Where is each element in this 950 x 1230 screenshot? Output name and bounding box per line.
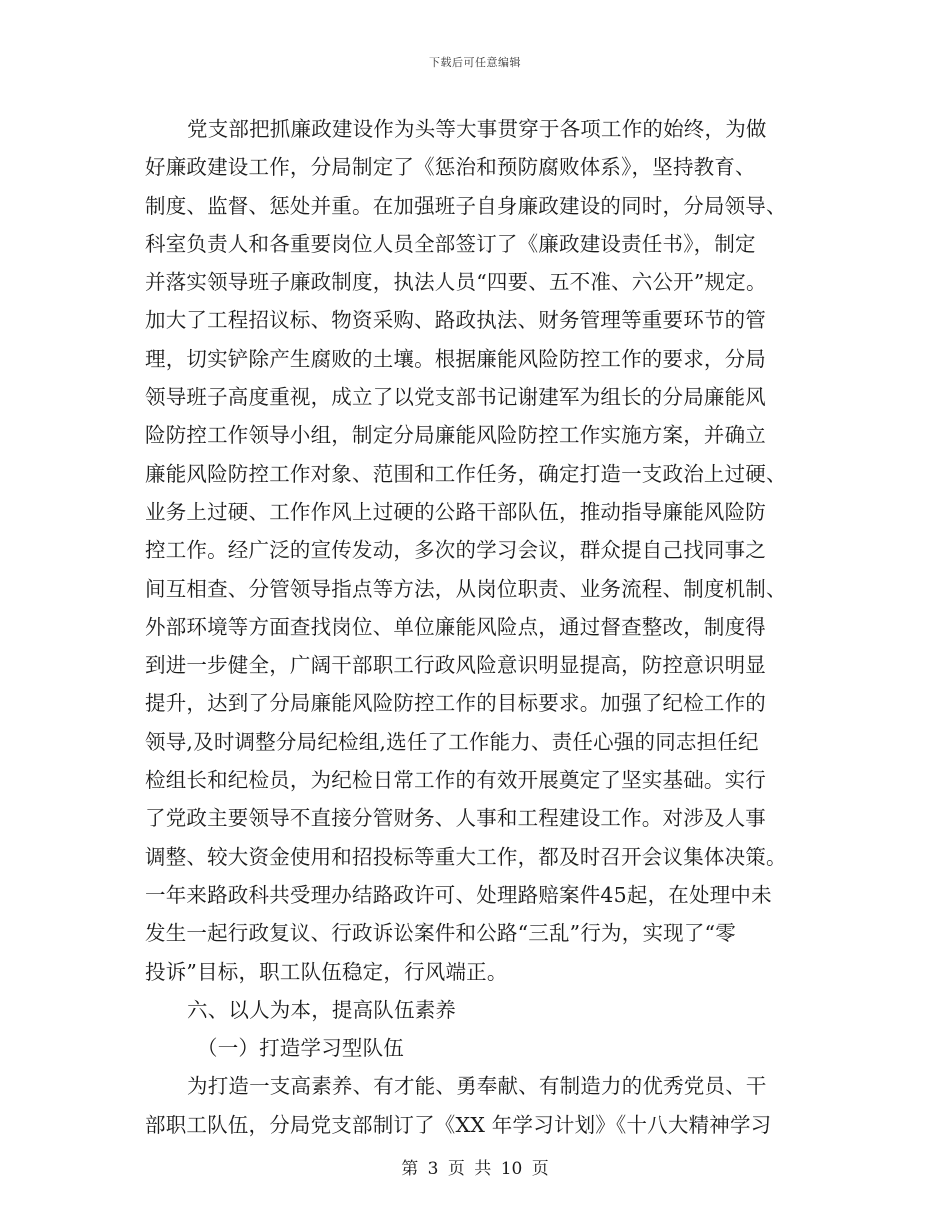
text-line: 控工作。经广泛的宣传发动，多次的学习会议，群众提自己找同事之: [145, 538, 766, 563]
text-line: 提升，达到了分局廉能风险防控工作的目标要求。加强了纪检工作的: [145, 691, 766, 716]
text-line: 理，切实铲除产生腐败的土壤。根据廉能风险防控工作的要求，分局: [145, 346, 766, 371]
text-line: 一年来路政科共受理办结路政许可、处理路赔案件45起，在处理中未: [145, 882, 772, 907]
text-line: 科室负责人和各重要岗位人员全部签订了《廉政建设责任书》，制定: [145, 231, 756, 256]
text-line: 检组长和纪检员，为纪检日常工作的有效开展奠定了坚实基础。实行: [145, 768, 766, 793]
paragraph-start-line: 六、以人为本，提高队伍素养: [187, 997, 457, 1022]
text-line: 部职工队伍，分局党支部制订了《XX 年学习计划》《十八大精神学习: [145, 1112, 772, 1137]
text-line: 间互相查、分管领导指点等方法，从岗位职责、业务流程、制度机制、: [145, 576, 787, 601]
page-number-footer: 第 3 页 共 10 页: [401, 1159, 549, 1179]
text-line: 制度、监督、惩处并重。在加强班子自身廉政建设的同时，分局领导、: [145, 193, 787, 218]
document-body: [145, 110, 805, 1144]
text-line: 投诉”目标，职工队伍稳定，行风端正。: [145, 959, 508, 984]
text-line: 险防控工作领导小组，制定分局廉能风险防控工作实施方案，并确立: [145, 423, 766, 448]
text-line: 业务上过硬、工作作风上过硬的公路干部队伍，推动指导廉能风险防: [145, 499, 766, 524]
text-line: 发生一起行政复议、行政诉讼案件和公路“三乱”行为，实现了“零: [145, 921, 736, 946]
text-line: 领导,及时调整分局纪检组,选任了工作能力、责任心强的同志担任纪: [145, 729, 759, 754]
text-line: 调整、较大资金使用和招投标等重大工作，都及时召开会议集体决策。: [145, 844, 787, 869]
text-line: 廉能风险防控工作对象、范围和工作任务，确定打造一支政治上过硬、: [145, 461, 787, 486]
text-line: 加大了工程招议标、物资采购、路政执法、财务管理等重要环节的管: [145, 308, 766, 333]
text-line: 领导班子高度重视，成立了以党支部书记谢建军为组长的分局廉能风: [145, 385, 766, 410]
text-line: 并落实领导班子廉政制度，执法人员“四要、五不准、六公开”规定。: [145, 270, 767, 295]
subheading-line: （一）打造学习型队伍: [197, 1036, 404, 1061]
page-header-note: 下载后可任意编辑: [429, 56, 521, 69]
text-line: 了党政主要领导不直接分管财务、人事和工程建设工作。对涉及人事: [145, 806, 766, 831]
text-line: 到进一步健全，广阔干部职工行政风险意识明显提高，防控意识明显: [145, 653, 766, 678]
paragraph-start-line: 党支部把抓廉政建设作为头等大事贯穿于各项工作的始终，为做: [187, 117, 767, 141]
text-line: 外部环境等方面查找岗位、单位廉能风险点，通过督查整改，制度得: [145, 614, 766, 639]
text-line: 好廉政建设工作，分局制定了《惩治和预防腐败体系》，坚持教育、: [145, 155, 756, 180]
paragraph-start-line: 为打造一支高素养、有才能、勇奉献、有制造力的优秀党员、干: [187, 1074, 767, 1099]
